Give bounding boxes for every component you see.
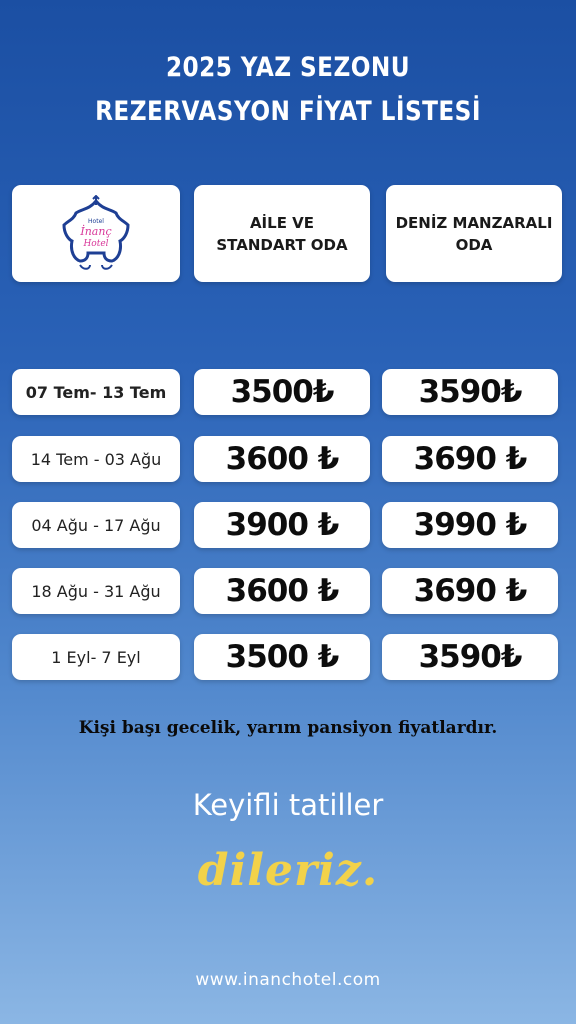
pricing-note: Kişi başı gecelik, yarım pansiyon fiyatlardır. (78, 718, 498, 738)
sea-view-price: 3590₺ (418, 374, 522, 410)
family-price-cell (194, 436, 370, 482)
closing-line-1: Keyifli tatiller (192, 788, 384, 822)
date-range-label: 14 Tem - 03 Ağu (30, 449, 162, 469)
sea-view-price-cell (382, 634, 558, 680)
sea-view-price-cell (382, 568, 558, 614)
family-price: 3600 ₺ (225, 573, 339, 609)
column-header-family (194, 185, 370, 282)
family-price: 3500 ₺ (225, 639, 339, 675)
title-line-2: REZERVASYON FİYAT LİSTESİ (95, 96, 481, 127)
family-price-cell (194, 634, 370, 680)
column-header-sea-view-label: DENİZ MANZARALI ODA (395, 213, 553, 254)
sea-view-price: 3990 ₺ (413, 507, 527, 543)
svg-text:İnanç: İnanç (80, 224, 112, 238)
column-header-family-label: AİLE VE STANDART ODA (216, 213, 348, 254)
date-range-label: 07 Tem- 13 Tem (25, 382, 167, 402)
title-line-1: 2025 YAZ SEZONU (165, 52, 411, 83)
hotel-logo (60, 195, 132, 273)
sea-view-price-cell (382, 502, 558, 548)
family-price-cell (194, 369, 370, 415)
family-price: 3900 ₺ (225, 507, 339, 543)
sea-view-price: 3690 ₺ (413, 441, 527, 477)
sea-view-price: 3690 ₺ (413, 573, 527, 609)
family-price-cell (194, 568, 370, 614)
date-range-cell (12, 634, 180, 680)
date-range-cell (12, 369, 180, 415)
family-price: 3500₺ (230, 374, 334, 410)
logo-card (12, 185, 180, 282)
svg-text:Hotel: Hotel (83, 238, 109, 249)
svg-text:Hotel: Hotel (88, 217, 104, 225)
family-price: 3600 ₺ (225, 441, 339, 477)
closing-line-2: dileriz. (197, 845, 379, 896)
date-range-label: 1 Eyl- 7 Eyl (51, 647, 141, 667)
date-range-label: 04 Ağu - 17 Ağu (31, 515, 161, 535)
family-price-cell (194, 502, 370, 548)
sea-view-price-cell (382, 436, 558, 482)
date-range-cell (12, 568, 180, 614)
date-range-label: 18 Ağu - 31 Ağu (31, 581, 161, 601)
website-link[interactable]: www.inanchotel.com (195, 970, 381, 990)
column-header-sea-view (386, 185, 562, 282)
date-range-cell (12, 436, 180, 482)
date-range-cell (12, 502, 180, 548)
sea-view-price: 3590₺ (418, 639, 522, 675)
sea-view-price-cell (382, 369, 558, 415)
